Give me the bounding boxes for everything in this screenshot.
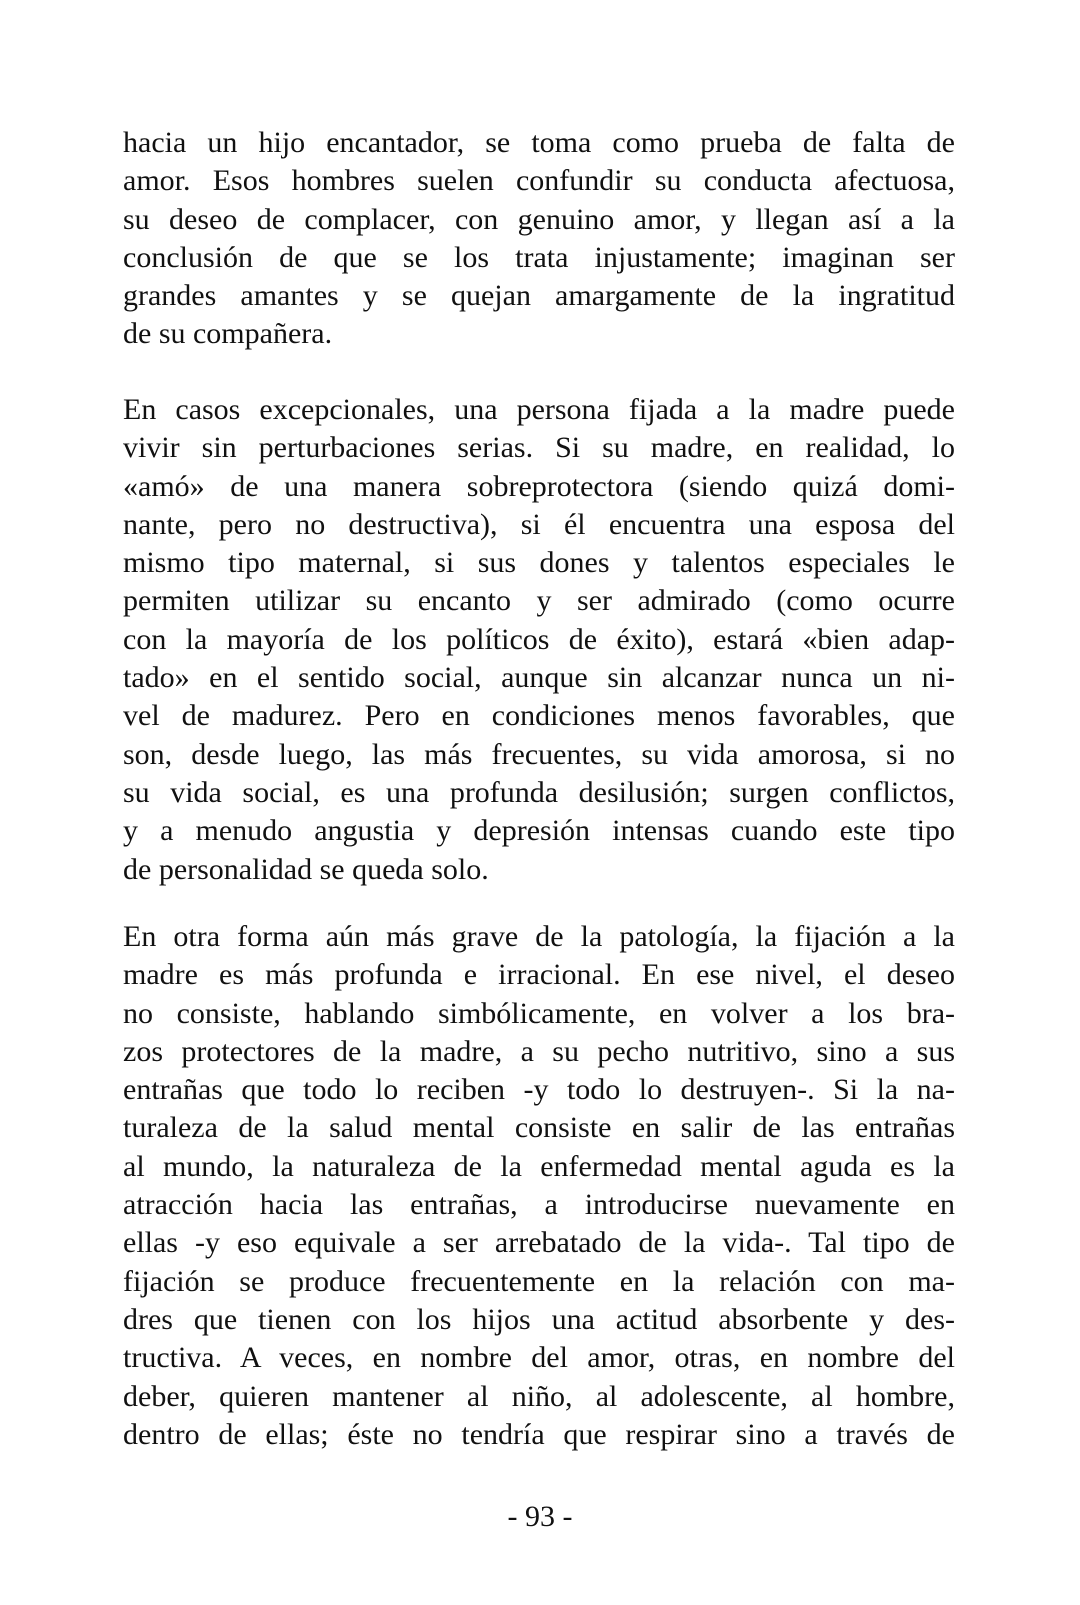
text-line: atracción hacia las entrañas, a introducirse nuevamente en <box>123 1188 955 1222</box>
text-line: al mundo, la naturaleza de la enfermedad mental aguda es la <box>123 1149 955 1183</box>
text-line: de personalidad se queda solo. <box>123 852 489 886</box>
paragraph-2 <box>123 391 955 889</box>
text-line: zos protectores de la madre, a su pecho nutritivo, sino a sus <box>123 1034 955 1068</box>
text-line: dentro de ellas; éste no tendría que respirar sino a través de <box>123 1417 955 1451</box>
text-line: tado» en el sentido social, aunque sin alcanzar nunca un ni- <box>123 661 955 695</box>
text-line: su vida social, es una profunda desilusión; surgen conflictos, <box>123 775 955 809</box>
text-line: amor. Esos hombres suelen confundir su conducta afectuosa, <box>123 164 955 198</box>
text-line: ellas -y eso equivale a ser arrebatado de la vida-. Tal tipo de <box>123 1226 955 1260</box>
text-line: tructiva. A veces, en nombre del amor, otras, en nombre del <box>123 1341 955 1375</box>
page-number: - 93 - <box>507 1500 573 1533</box>
text-line: deber, quieren mantener al niño, al adolescente, al hombre, <box>123 1379 955 1413</box>
text-line: nante, pero no destructiva), si él encuentra una esposa del <box>123 507 955 541</box>
text-line: fijación se produce frecuentemente en la relación con ma- <box>123 1264 955 1298</box>
text-line: no consiste, hablando simbólicamente, en volver a los bra- <box>123 996 955 1030</box>
paragraph-3 <box>123 918 955 1454</box>
text-line: con la mayoría de los políticos de éxito), estará «bien adap- <box>123 622 955 656</box>
text-line: vivir sin perturbaciones serias. Si su madre, en realidad, lo <box>123 431 955 465</box>
text-line: y a menudo angustia y depresión intensas cuando este tipo <box>123 814 955 848</box>
text-line: de su compañera. <box>123 317 333 351</box>
text-line: mismo tipo maternal, si sus dones y talentos especiales le <box>123 546 955 580</box>
text-line: permiten utilizar su encanto y ser admirado (como ocurre <box>123 584 955 618</box>
text-line: dres que tienen con los hijos una actitud absorbente y des- <box>123 1302 955 1336</box>
text-line: entrañas que todo lo reciben -y todo lo destruyen-. Si la na- <box>123 1073 955 1107</box>
text-line: «amó» de una manera sobreprotectora (siendo quizá domi- <box>123 469 955 503</box>
text-line: son, desde luego, las más frecuentes, su vida amorosa, si no <box>123 737 955 771</box>
text-line: su deseo de complacer, con genuino amor, y llegan así a la <box>123 202 955 236</box>
text-line: En otra forma aún más grave de la patología, la fijación a la <box>123 920 955 953</box>
text-line: conclusión de que se los trata injustamente; imaginan ser <box>123 240 955 274</box>
text-line: vel de madurez. Pero en condiciones menos favorables, que <box>123 699 955 733</box>
text-line: En casos excepcionales, una persona fijada a la madre puede <box>123 393 955 426</box>
text-line: madre es más profunda e irracional. En ese nivel, el deseo <box>123 958 955 992</box>
paragraph-1 <box>123 124 955 354</box>
text-line: grandes amantes y se quejan amargamente de la ingratitud <box>123 279 955 313</box>
text-line: hacia un hijo encantador, se toma como prueba de falta de <box>123 126 955 159</box>
text-line: turaleza de la salud mental consiste en salir de las entrañas <box>123 1111 955 1145</box>
